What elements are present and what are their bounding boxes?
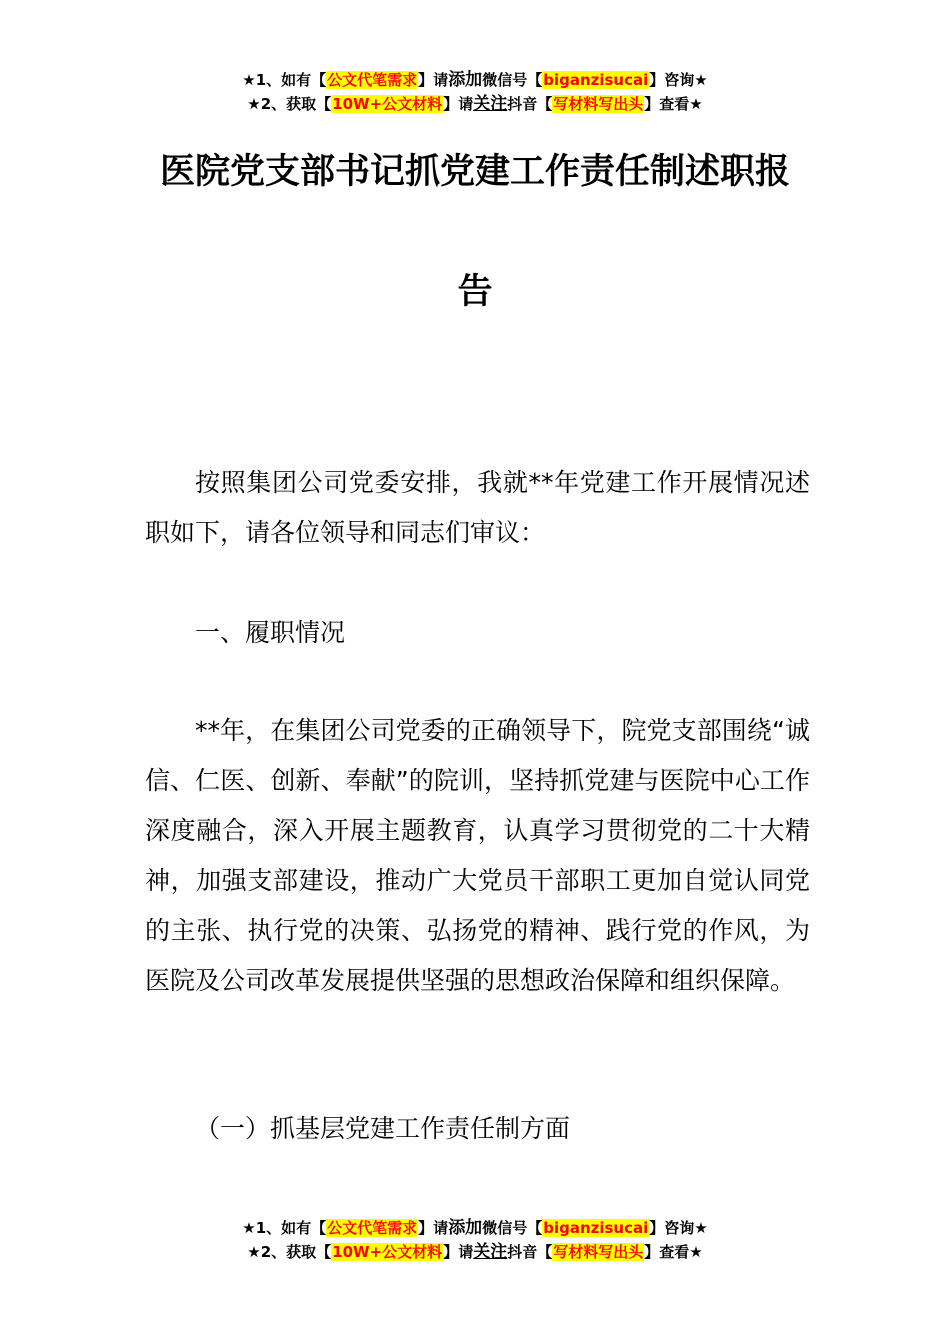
promo-line-2-emphasis: 关注 [473, 94, 508, 114]
promo-line-2-highlight-materials: 10W+公文材料 [332, 1243, 443, 1261]
document-title-line-2: 告 [457, 272, 493, 312]
promo-line-1-mid2: 微信号【 [482, 1219, 543, 1237]
promo-line-1 [0, 68, 950, 92]
promo-line-1-highlight-service: 公文代笔需求 [327, 71, 418, 89]
promo-line-2-highlight-douyin: 写材料写出头 [553, 1243, 644, 1261]
promo-line-1-suffix: 】咨询★ [649, 71, 708, 89]
promo-line-2-highlight-douyin: 写材料写出头 [553, 95, 644, 113]
promo-banner-top [0, 68, 950, 116]
promo-line-1-highlight-service: 公文代笔需求 [327, 1219, 418, 1237]
section-heading-performance: 一、履职情况 [195, 618, 346, 647]
promo-line-2-emphasis: 关注 [473, 1242, 508, 1262]
promo-line-1-bottom [0, 1216, 950, 1240]
promo-line-1-prefix: ★1、如有【 [242, 1219, 327, 1237]
document-title-line-1: 医院党支部书记抓党建工作责任制述职报 [159, 152, 790, 192]
promo-line-1-emphasis: 添加 [448, 1218, 483, 1238]
promo-line-2-mid: 】请 [443, 95, 474, 113]
promo-banner-bottom [0, 1216, 950, 1264]
promo-line-2-highlight-materials: 10W+公文材料 [332, 95, 443, 113]
promo-line-1-mid: 】请 [418, 71, 449, 89]
promo-line-1-suffix: 】咨询★ [649, 1219, 708, 1237]
promo-line-1-prefix: ★1、如有【 [242, 71, 327, 89]
promo-line-2-mid2: 抖音【 [507, 1243, 553, 1261]
promo-line-1-highlight-wechat: biganzisucai [543, 71, 649, 89]
promo-line-2-suffix: 】查看★ [644, 1243, 703, 1261]
promo-line-1-mid2: 微信号【 [482, 71, 543, 89]
promo-line-1-emphasis: 添加 [448, 70, 483, 90]
promo-line-2-suffix: 】查看★ [644, 95, 703, 113]
promo-line-1-mid: 】请 [418, 1219, 449, 1237]
intro-paragraph: 按照集团公司党委安排，我就**年党建工作开展情况述职如下，请各位领导和同志们审议： [145, 468, 810, 547]
section-body-performance: **年，在集团公司党委的正确领导下，院党支部围绕“诚信、仁医、创新、奉献”的院训，坚持抓党建与医院中心工作深度融合，深入开展主题教育，认真学习贯彻党的二十大精神，加强支部建设，推动广大党员干部职工更加自觉认同党的主张、执行党的决策、弘扬党的精神、践行党的作风，为医院及公司改革发展提供坚强的思想政治保障和组织保障。 [145, 716, 810, 995]
promo-line-2-prefix: ★2、获取【 [247, 95, 332, 113]
promo-line-1-highlight-wechat: biganzisucai [543, 1219, 649, 1237]
promo-line-2-prefix: ★2、获取【 [247, 1243, 332, 1261]
subsection-heading-responsibility: （一）抓基层党建工作责任制方面 [195, 1114, 571, 1143]
promo-line-2-bottom [0, 1240, 950, 1264]
promo-line-2-mid2: 抖音【 [507, 95, 553, 113]
promo-line-2-mid: 】请 [443, 1243, 474, 1261]
promo-line-2 [0, 92, 950, 116]
